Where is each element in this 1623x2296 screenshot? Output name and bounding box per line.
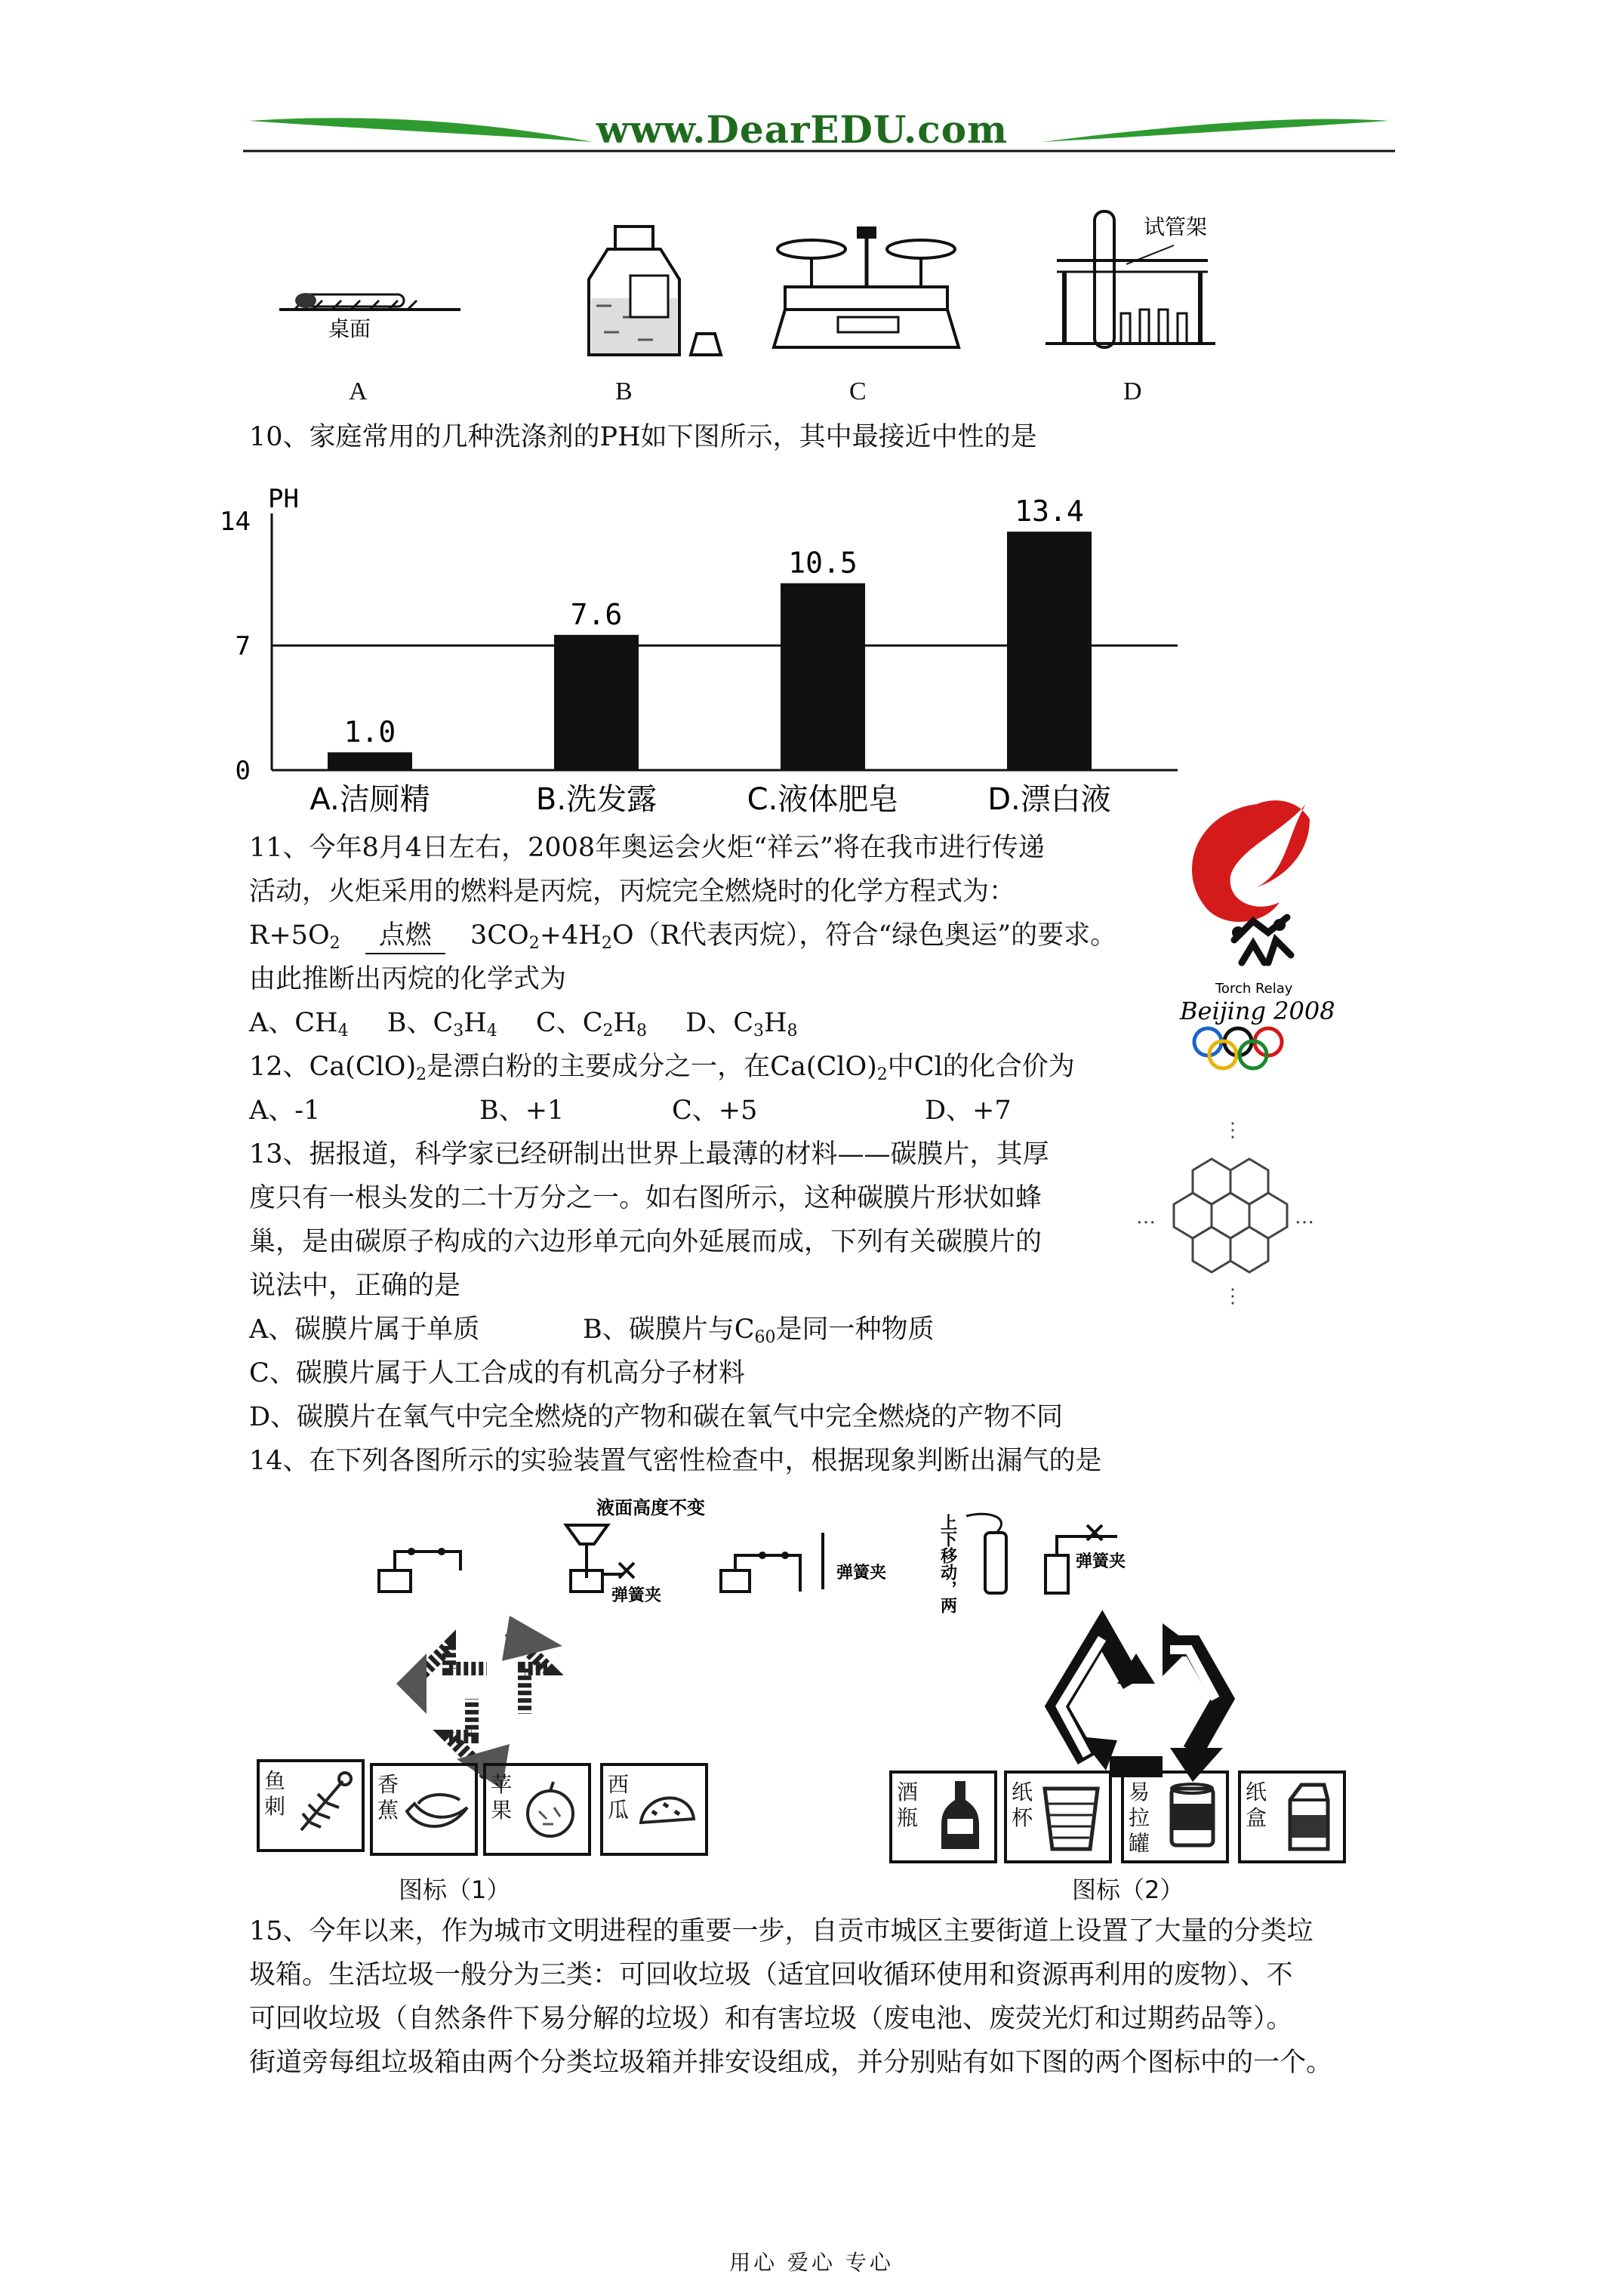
fishbone-icon: [294, 1770, 354, 1838]
svg-text:…: …: [1295, 1206, 1314, 1228]
q11-equation: $R+5O_2$ 点燃 $3CO_2+4H_2O(R$代表丙烷），符合“绿色奥运”的要求。: [249, 918, 1116, 961]
icon-card-wine-bottle: 酒瓶: [889, 1771, 997, 1863]
ph-bar-chart: [220, 476, 1208, 817]
icon-caption-1: 图标（1）: [399, 1875, 511, 1904]
q14-label-5: 弹簧夹: [1076, 1552, 1126, 1571]
y-axis-label: PH: [268, 484, 299, 514]
q11-line1: 11、今年8月4日左右，2008年奥运会火炬“祥云”将在我市进行传递: [249, 833, 1045, 863]
q11-line2: 活动，火炬采用的燃料是丙烷，丙烷完全燃烧时的化学方程式为：: [249, 877, 1016, 907]
icon-card-watermelon: 西瓜: [600, 1763, 708, 1856]
q9-option-b: B: [615, 378, 633, 405]
q11-options: A、$CH_4$ B、$C_3H_4$ C、$C_2H_8$ D、$C_3H_8$: [249, 1008, 798, 1040]
bar: [554, 635, 639, 770]
q13-option-b: B、碳膜片与$C_{60}$是同一种物质: [583, 1314, 935, 1347]
desk-label: 桌面: [328, 316, 371, 341]
category-label: A.洁厕精: [310, 782, 430, 817]
q12-option-a: A、-1: [249, 1096, 321, 1126]
q14-label-1: 液面高度不变: [596, 1497, 705, 1518]
q13-option-a: A、碳膜片属于单质: [249, 1314, 480, 1345]
q14-label-3: 弹簧夹: [836, 1564, 887, 1583]
can-icon: [1166, 1781, 1218, 1853]
page-footer: 用心 爱心 专心: [729, 2250, 894, 2275]
svg-text:⋮: ⋮: [1223, 1119, 1243, 1142]
bar: [328, 752, 412, 770]
q13-option-c: C、碳膜片属于人工合成的有机高分子材料: [249, 1358, 745, 1388]
rack-label: 试管架: [1144, 214, 1208, 239]
bar-value-label: 13.4: [1015, 495, 1084, 529]
torch-relay-logo: [1166, 789, 1347, 1076]
q9-figure-b: [585, 219, 736, 370]
q12-option-b: B、+1: [479, 1096, 565, 1126]
category-label: C.液体肥皂: [747, 782, 899, 817]
icon-caption-2: 图标（2）: [1072, 1875, 1184, 1904]
icon-card-paper-box: 纸盒: [1238, 1771, 1346, 1863]
honeycomb-figure: [1132, 1121, 1359, 1363]
icon-card-banana: 香蕉: [370, 1763, 478, 1856]
icon-card-paper-cup: 纸杯: [1004, 1771, 1112, 1863]
bar-value-label: 10.5: [788, 546, 858, 580]
q15-line4: 街道旁每组垃圾箱由两个分类垃圾箱并排安设组成，并分别贴有如下图的两个图标中的一个。: [249, 2048, 1333, 2078]
bar-value-label: 7.6: [570, 597, 623, 631]
banana-icon: [403, 1777, 471, 1845]
q15-line2: 圾箱。生活垃圾一般分为三类：可回收垃圾（适宜回收循环使用和资源再利用的废物）、不: [249, 1960, 1293, 1990]
q14-label-2: 弹簧夹: [611, 1586, 662, 1605]
icon-card-apple: 苹果: [483, 1763, 591, 1856]
y-tick-label: 0: [235, 756, 251, 786]
q12-option-c: C、+5: [672, 1096, 758, 1126]
q9-figure-d: [1042, 204, 1215, 347]
bar: [1007, 532, 1092, 770]
q9-figure-a: [279, 279, 476, 362]
olympic-rings-icon: [1194, 1028, 1282, 1068]
beijing-2008-text: Beijing 2008: [1180, 997, 1335, 1025]
category-label: B.洗发露: [535, 782, 658, 817]
y-tick-label: 7: [235, 631, 251, 661]
q11-line4: 由此推断出丙烷的化学式为: [249, 964, 567, 994]
q9-option-a: A: [349, 378, 368, 405]
icon-card-can: 易拉罐: [1121, 1771, 1229, 1863]
watermelon-icon: [633, 1777, 701, 1845]
q10-text: 10、家庭常用的几种洗涤剂的PH如下图所示，其中最接近中性的是: [249, 422, 1037, 452]
reaction-condition: 点燃: [365, 918, 445, 954]
q14-label-4: 上下移动，两: [938, 1514, 957, 1613]
q12-option-d: D、+7: [925, 1096, 1012, 1126]
q13-line3: 巢，是由碳原子构成的六边形单元向外延展而成，下列有关碳膜片的: [249, 1227, 1042, 1257]
q9-option-c: C: [849, 378, 867, 405]
q14-apparatus-figures: [362, 1495, 1344, 1613]
carton-icon: [1283, 1781, 1335, 1853]
q9-figure-c: [770, 219, 966, 370]
svg-text:…: …: [1136, 1206, 1156, 1228]
svg-text:⋮: ⋮: [1223, 1285, 1243, 1308]
bar: [781, 584, 865, 771]
q14-text: 14、在下列各图所示的实验装置气密性检查中，根据现象判断出漏气的是: [249, 1446, 1102, 1476]
category-label: D.漂白液: [987, 782, 1111, 817]
q13-option-d: D、碳膜片在氧气中完全燃烧的产物和碳在氧气中完全燃烧的产物不同: [249, 1402, 1064, 1432]
bottle-icon: [934, 1777, 987, 1853]
y-tick-label: 14: [220, 507, 251, 537]
q9-option-d: D: [1123, 378, 1142, 405]
q13-line1: 13、据报道，科学家已经研制出世界上最薄的材料——碳膜片，其厚: [249, 1139, 1049, 1170]
icon-card-fishbone: 鱼刺: [257, 1759, 365, 1852]
q13-line4: 说法中，正确的是: [249, 1271, 461, 1301]
q15-line1: 15、今年以来，作为城市文明进程的重要一步，自贡市城区主要街道上设置了大量的分类垃: [249, 1916, 1313, 1946]
q15-line3: 可回收垃圾（自然条件下易分解的垃圾）和有害垃圾（废电池、废荧光灯和过期药品等）。: [249, 2004, 1293, 2034]
bar-value-label: 1.0: [343, 715, 396, 749]
header-site: www.DearEDU.com: [596, 107, 1009, 152]
apple-icon: [516, 1777, 584, 1845]
q13-line2: 度只有一根头发的二十万分之一。如右图所示，这种碳膜片形状如蜂: [249, 1183, 1042, 1213]
torch-relay-text: Torch Relay: [1215, 981, 1293, 997]
q12-line1: 12、$Ca(ClO)_2$是漂白粉的主要成分之一，在$Ca(ClO)_2$中Cl的化合价为: [249, 1052, 1075, 1084]
cup-icon: [1041, 1781, 1101, 1853]
recyclable-symbol-icon: [1034, 1608, 1246, 1797]
